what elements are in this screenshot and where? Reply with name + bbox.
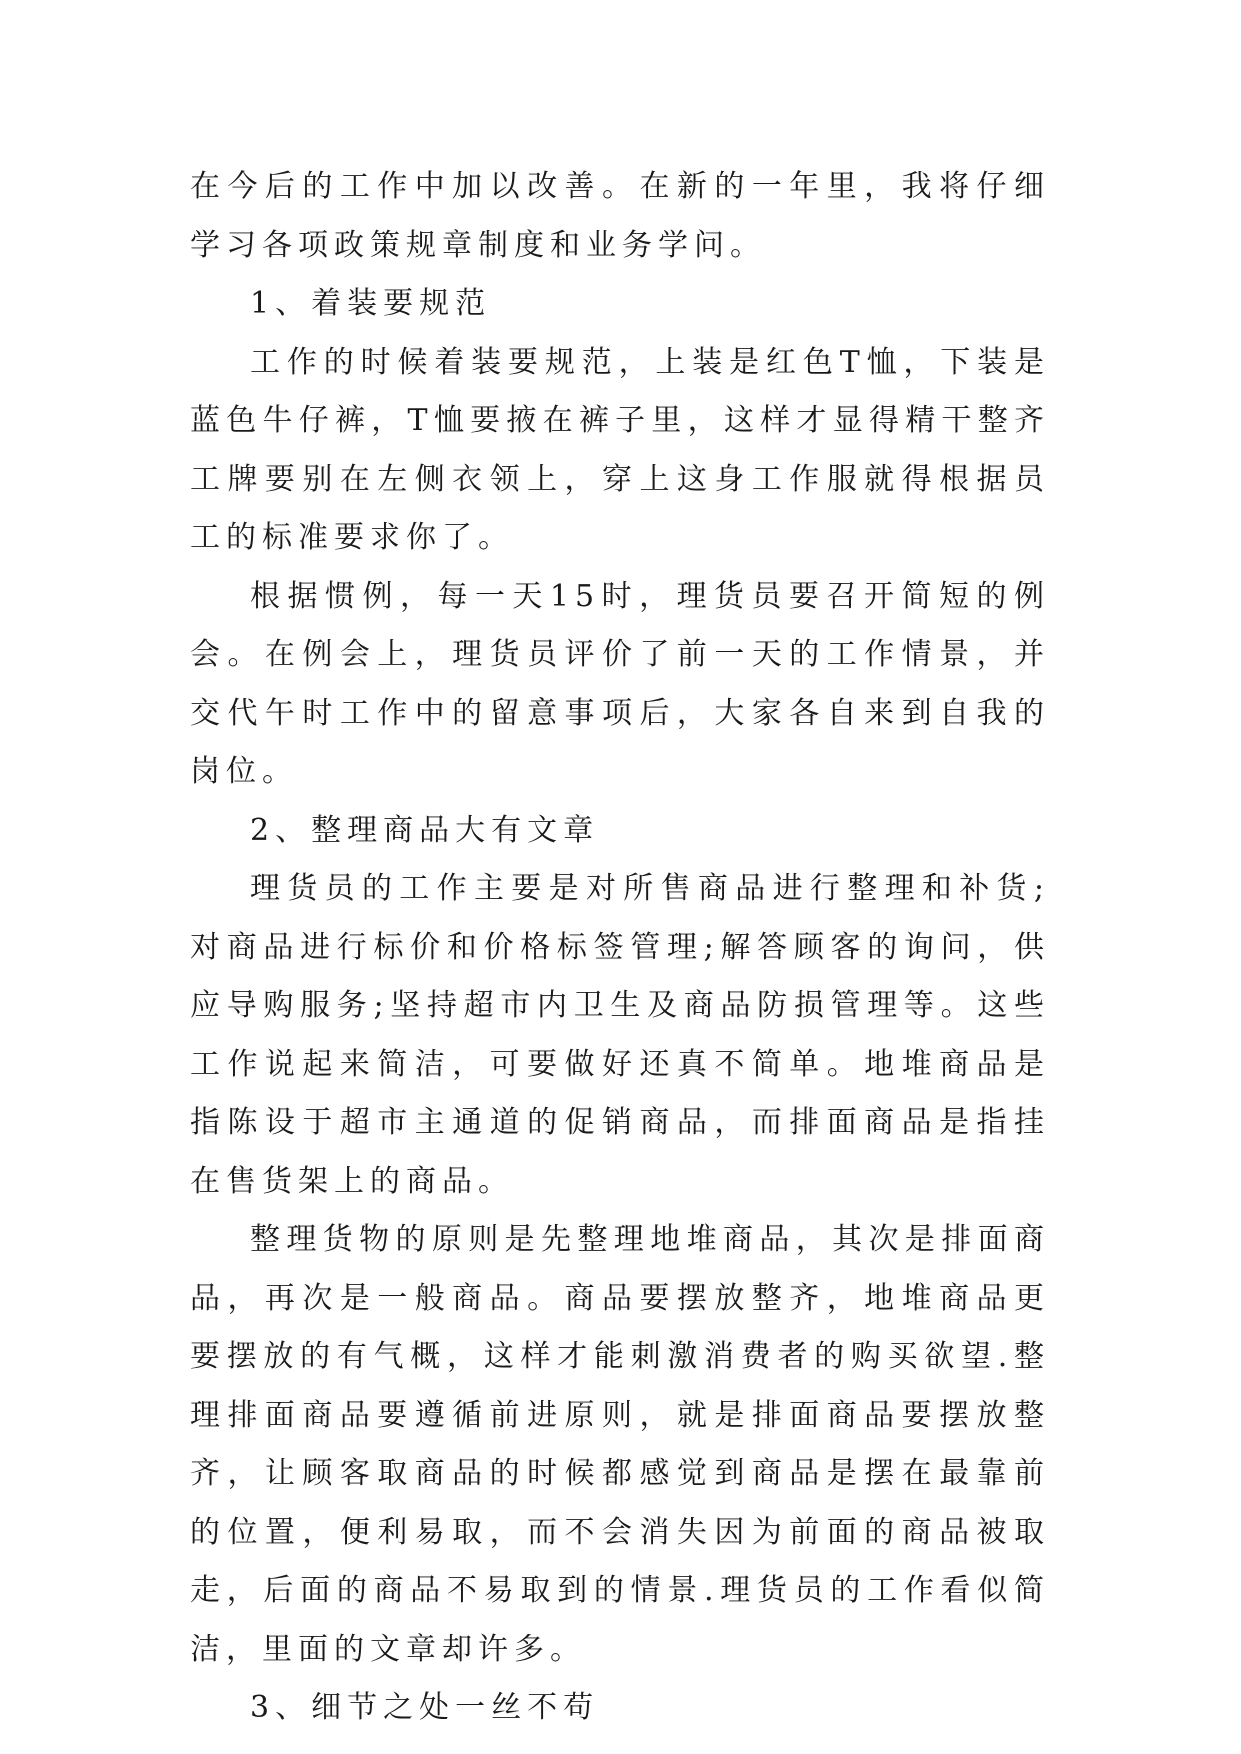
document-body: [190, 158, 1050, 1738]
paragraph-clerk-duties: 理货员的工作主要是对所售商品进行整理和补货;对商品进行标价和价格标签管理;解答顾客的询问，供应导购服务;坚持超市内卫生及商品防损管理等。这些工作说起来简洁，可要做好还真不简单。地堆商品是指陈设于超市主通道的促销商品，而排面商品是指挂在售货架上的商品。: [190, 871, 1050, 1199]
section-heading-details: 3、细节之处一丝不苟: [250, 1690, 600, 1725]
paragraph-dress-code: 工作的时候着装要规范，上装是红色T恤，下装是蓝色牛仔裤，T恤要掖在裤子里，这样才显得精干整齐工牌要别在左侧衣领上，穿上这身工作服就得根据员工的标准要求你了。: [190, 344, 1050, 555]
paragraph-daily-meeting: 根据惯例，每一天15时，理货员要召开简短的例会。在例会上，理货员评价了前一天的工作情景，并交代午时工作中的留意事项后，大家各自来到自我的岗位。: [190, 578, 1050, 789]
section-heading-arranging-goods: 2、整理商品大有文章: [250, 812, 600, 848]
paragraph-arranging-principles: 整理货物的原则是先整理地堆商品，其次是排面商品，再次是一般商品。商品要摆放整齐，地堆商品更要摆放的有气概，这样才能刺激消费者的购买欲望.整理排面商品要遵循前进原则，就是排面商品要摆放整齐，让顾客取商品的时候都感觉到商品是摆在最靠前的位置，便利易取，而不会消失因为前面的商品被取走，后面的商品不易取到的情景.理货员的工作看似简洁，里面的文章却许多。: [190, 1222, 1050, 1667]
paragraph-intro: 在今后的工作中加以改善。在新的一年里，我将仔细学习各项政策规章制度和业务学问。: [190, 169, 1050, 263]
section-heading-dress-code: 1、着装要规范: [250, 286, 492, 321]
